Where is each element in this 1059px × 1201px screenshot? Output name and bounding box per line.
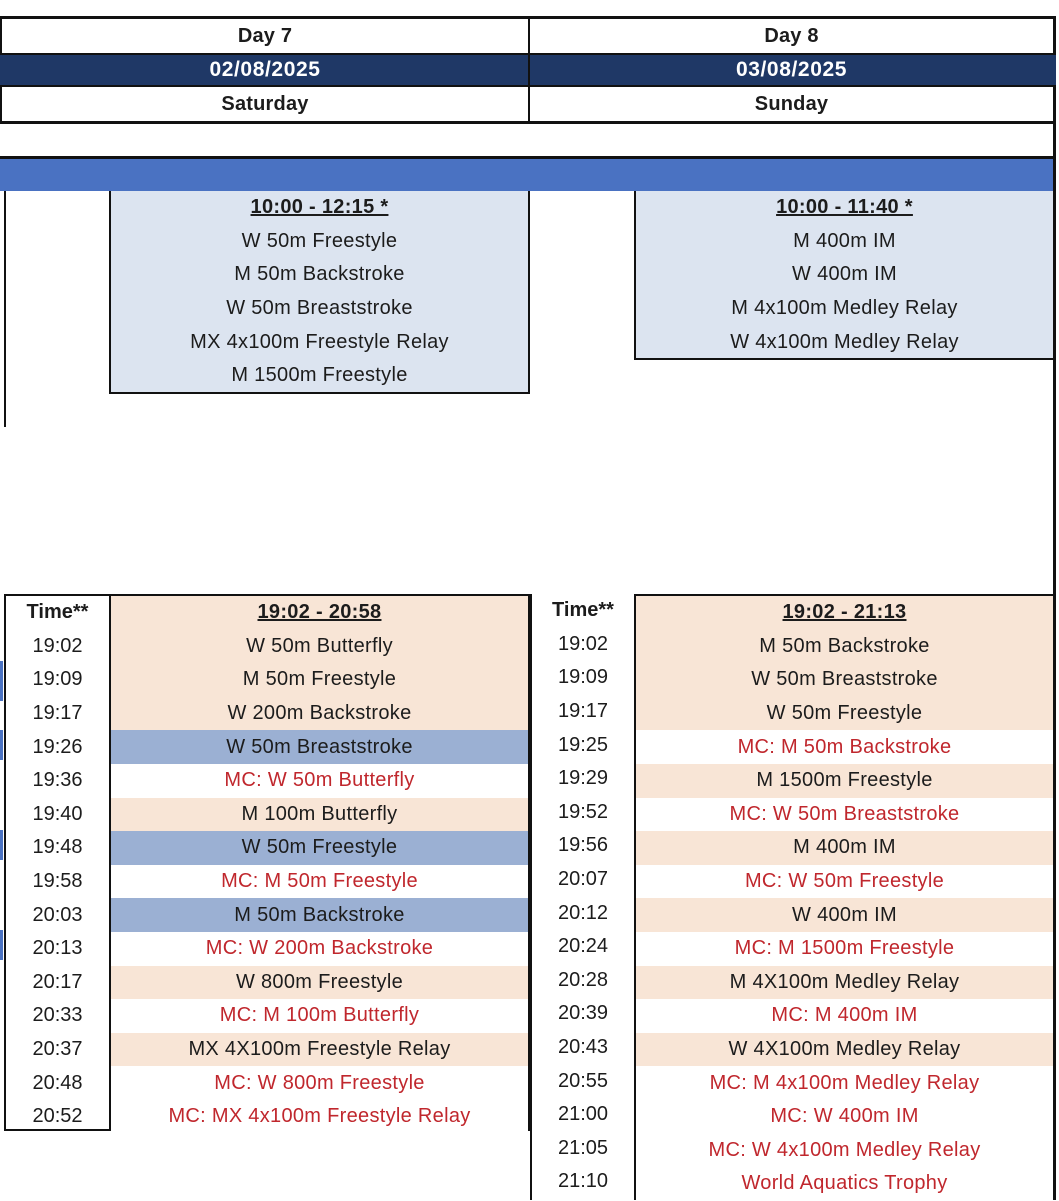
final-time: 20:37	[32, 1038, 83, 1061]
final-time: 19:52	[557, 800, 609, 823]
heats-day8-event: M 4x100m Medley Relay	[731, 297, 958, 320]
heats-day8	[634, 191, 1053, 360]
day-7-date: 02/08/2025	[2, 55, 528, 85]
session-band-right-border	[1053, 124, 1056, 1200]
final-time: 19:02	[557, 632, 609, 655]
final-time: 20:13	[32, 937, 83, 960]
finals-day7-slot: 19:02 - 20:58	[111, 596, 528, 630]
final-time: 20:12	[557, 901, 609, 924]
finals-day7-time-header: Time**	[26, 601, 89, 624]
final-event: M 4X100m Medley Relay	[636, 966, 1053, 1000]
final-time: 20:39	[557, 1002, 609, 1025]
left-accent-4	[0, 930, 3, 960]
day-7-label: Day 7	[237, 24, 293, 47]
medal-ceremony-event: MC: M 4x100m Medley Relay	[636, 1066, 1053, 1100]
final-event: W 50m Breaststroke	[636, 663, 1053, 697]
medal-ceremony-event: MC: W 800m Freestyle	[111, 1066, 528, 1100]
medal-ceremony-event: MC: M 1500m Freestyle	[636, 932, 1053, 966]
final-time: 19:26	[32, 735, 83, 758]
heats-day7-event: M 50m Backstroke	[234, 263, 405, 286]
finals-day7-time-column	[6, 594, 109, 1131]
left-accent-1	[0, 661, 3, 701]
heats-day7-event: W 50m Freestyle	[241, 229, 398, 252]
final-time: 20:52	[32, 1105, 83, 1128]
final-event: W 4X100m Medley Relay	[636, 1033, 1053, 1067]
final-time: 19:09	[32, 668, 83, 691]
medal-ceremony-event: MC: M 100m Butterfly	[111, 999, 528, 1033]
spacer-row	[0, 124, 1056, 158]
finals-day8-time-column	[530, 594, 634, 1200]
final-event: W 400m IM	[636, 898, 1053, 932]
heats-day7-slot: 10:00 - 12:15 *	[250, 196, 389, 219]
final-time: 21:10	[557, 1170, 609, 1193]
day-7-weekday: Saturday	[221, 92, 309, 115]
final-event: M 50m Backstroke	[636, 630, 1053, 664]
final-time: 20:17	[32, 970, 83, 993]
finals-day7-event-column	[109, 594, 530, 1131]
final-time: 19:17	[557, 700, 609, 723]
heats-day7	[109, 191, 530, 394]
medal-ceremony-event: MC: W 50m Butterfly	[111, 764, 528, 798]
heats-day8-event: M 400m IM	[793, 229, 896, 252]
final-time: 20:55	[557, 1069, 609, 1092]
day-8-label: Day 8	[764, 24, 819, 47]
final-time: 19:58	[32, 870, 83, 893]
final-time: 21:05	[557, 1136, 609, 1159]
final-event: M 1500m Freestyle	[636, 764, 1053, 798]
final-event: M 400m IM	[636, 831, 1053, 865]
finals-day8-time-header: Time**	[552, 599, 614, 622]
medal-ceremony-event: MC: W 50m Freestyle	[636, 865, 1053, 899]
heats-day8-slot: 10:00 - 11:40 *	[776, 196, 913, 219]
final-time: 19:36	[32, 769, 83, 792]
heats-day7-event: M 1500m Freestyle	[231, 364, 408, 387]
final-time: 19:40	[32, 802, 83, 825]
left-accent-3	[0, 830, 3, 860]
final-time: 20:43	[557, 1036, 609, 1059]
final-event: M 50m Backstroke	[111, 898, 528, 932]
left-accent-2	[0, 730, 3, 760]
medal-ceremony-event: MC: W 50m Breaststroke	[636, 798, 1053, 832]
day-8-date: 03/08/2025	[530, 55, 1053, 85]
final-time: 19:25	[557, 733, 609, 756]
finals-day8-event-column	[634, 594, 1053, 1200]
medal-ceremony-event: MC: MX 4x100m Freestyle Relay	[111, 1100, 528, 1134]
final-time: 20:24	[557, 935, 609, 958]
final-event: M 100m Butterfly	[111, 798, 528, 832]
heats-day7-event: W 50m Breaststroke	[226, 297, 413, 320]
final-time: 19:56	[557, 834, 609, 857]
session-band	[0, 159, 1053, 191]
medal-ceremony-event: MC: W 4x100m Medley Relay	[636, 1134, 1053, 1168]
medal-ceremony-event: MC: M 400m IM	[636, 999, 1053, 1033]
final-time: 20:03	[32, 903, 83, 926]
left-border-top	[4, 191, 6, 427]
final-time: 19:02	[32, 634, 83, 657]
heats-day7-event: MX 4x100m Freestyle Relay	[190, 330, 449, 353]
final-time: 21:00	[557, 1103, 609, 1126]
final-time: 19:17	[32, 702, 83, 725]
final-event: W 200m Backstroke	[111, 697, 528, 731]
final-time: 19:09	[557, 666, 609, 689]
final-event: W 800m Freestyle	[111, 966, 528, 1000]
day-8-weekday: Sunday	[754, 92, 829, 115]
final-time: 19:29	[557, 767, 609, 790]
heats-day8-event: W 400m IM	[792, 263, 897, 286]
medal-ceremony-event: MC: W 200m Backstroke	[111, 932, 528, 966]
final-time: 20:07	[557, 868, 609, 891]
final-time: 20:48	[32, 1071, 83, 1094]
medal-ceremony-event: World Aquatics Trophy	[636, 1167, 1053, 1201]
final-event: MX 4X100m Freestyle Relay	[111, 1033, 528, 1067]
heats-day8-event: W 4x100m Medley Relay	[730, 330, 959, 353]
finals-day8-slot: 19:02 - 21:13	[636, 596, 1053, 630]
final-event: W 50m Breaststroke	[111, 730, 528, 764]
final-time: 19:48	[32, 836, 83, 859]
medal-ceremony-event: MC: M 50m Backstroke	[636, 730, 1053, 764]
final-time: 20:33	[32, 1004, 83, 1027]
medal-ceremony-event: MC: M 50m Freestyle	[111, 865, 528, 899]
final-time: 20:28	[557, 968, 609, 991]
medal-ceremony-event: MC: W 400m IM	[636, 1100, 1053, 1134]
final-event: W 50m Freestyle	[111, 831, 528, 865]
final-event: W 50m Butterfly	[111, 630, 528, 664]
final-event: M 50m Freestyle	[111, 663, 528, 697]
final-event: W 50m Freestyle	[636, 697, 1053, 731]
